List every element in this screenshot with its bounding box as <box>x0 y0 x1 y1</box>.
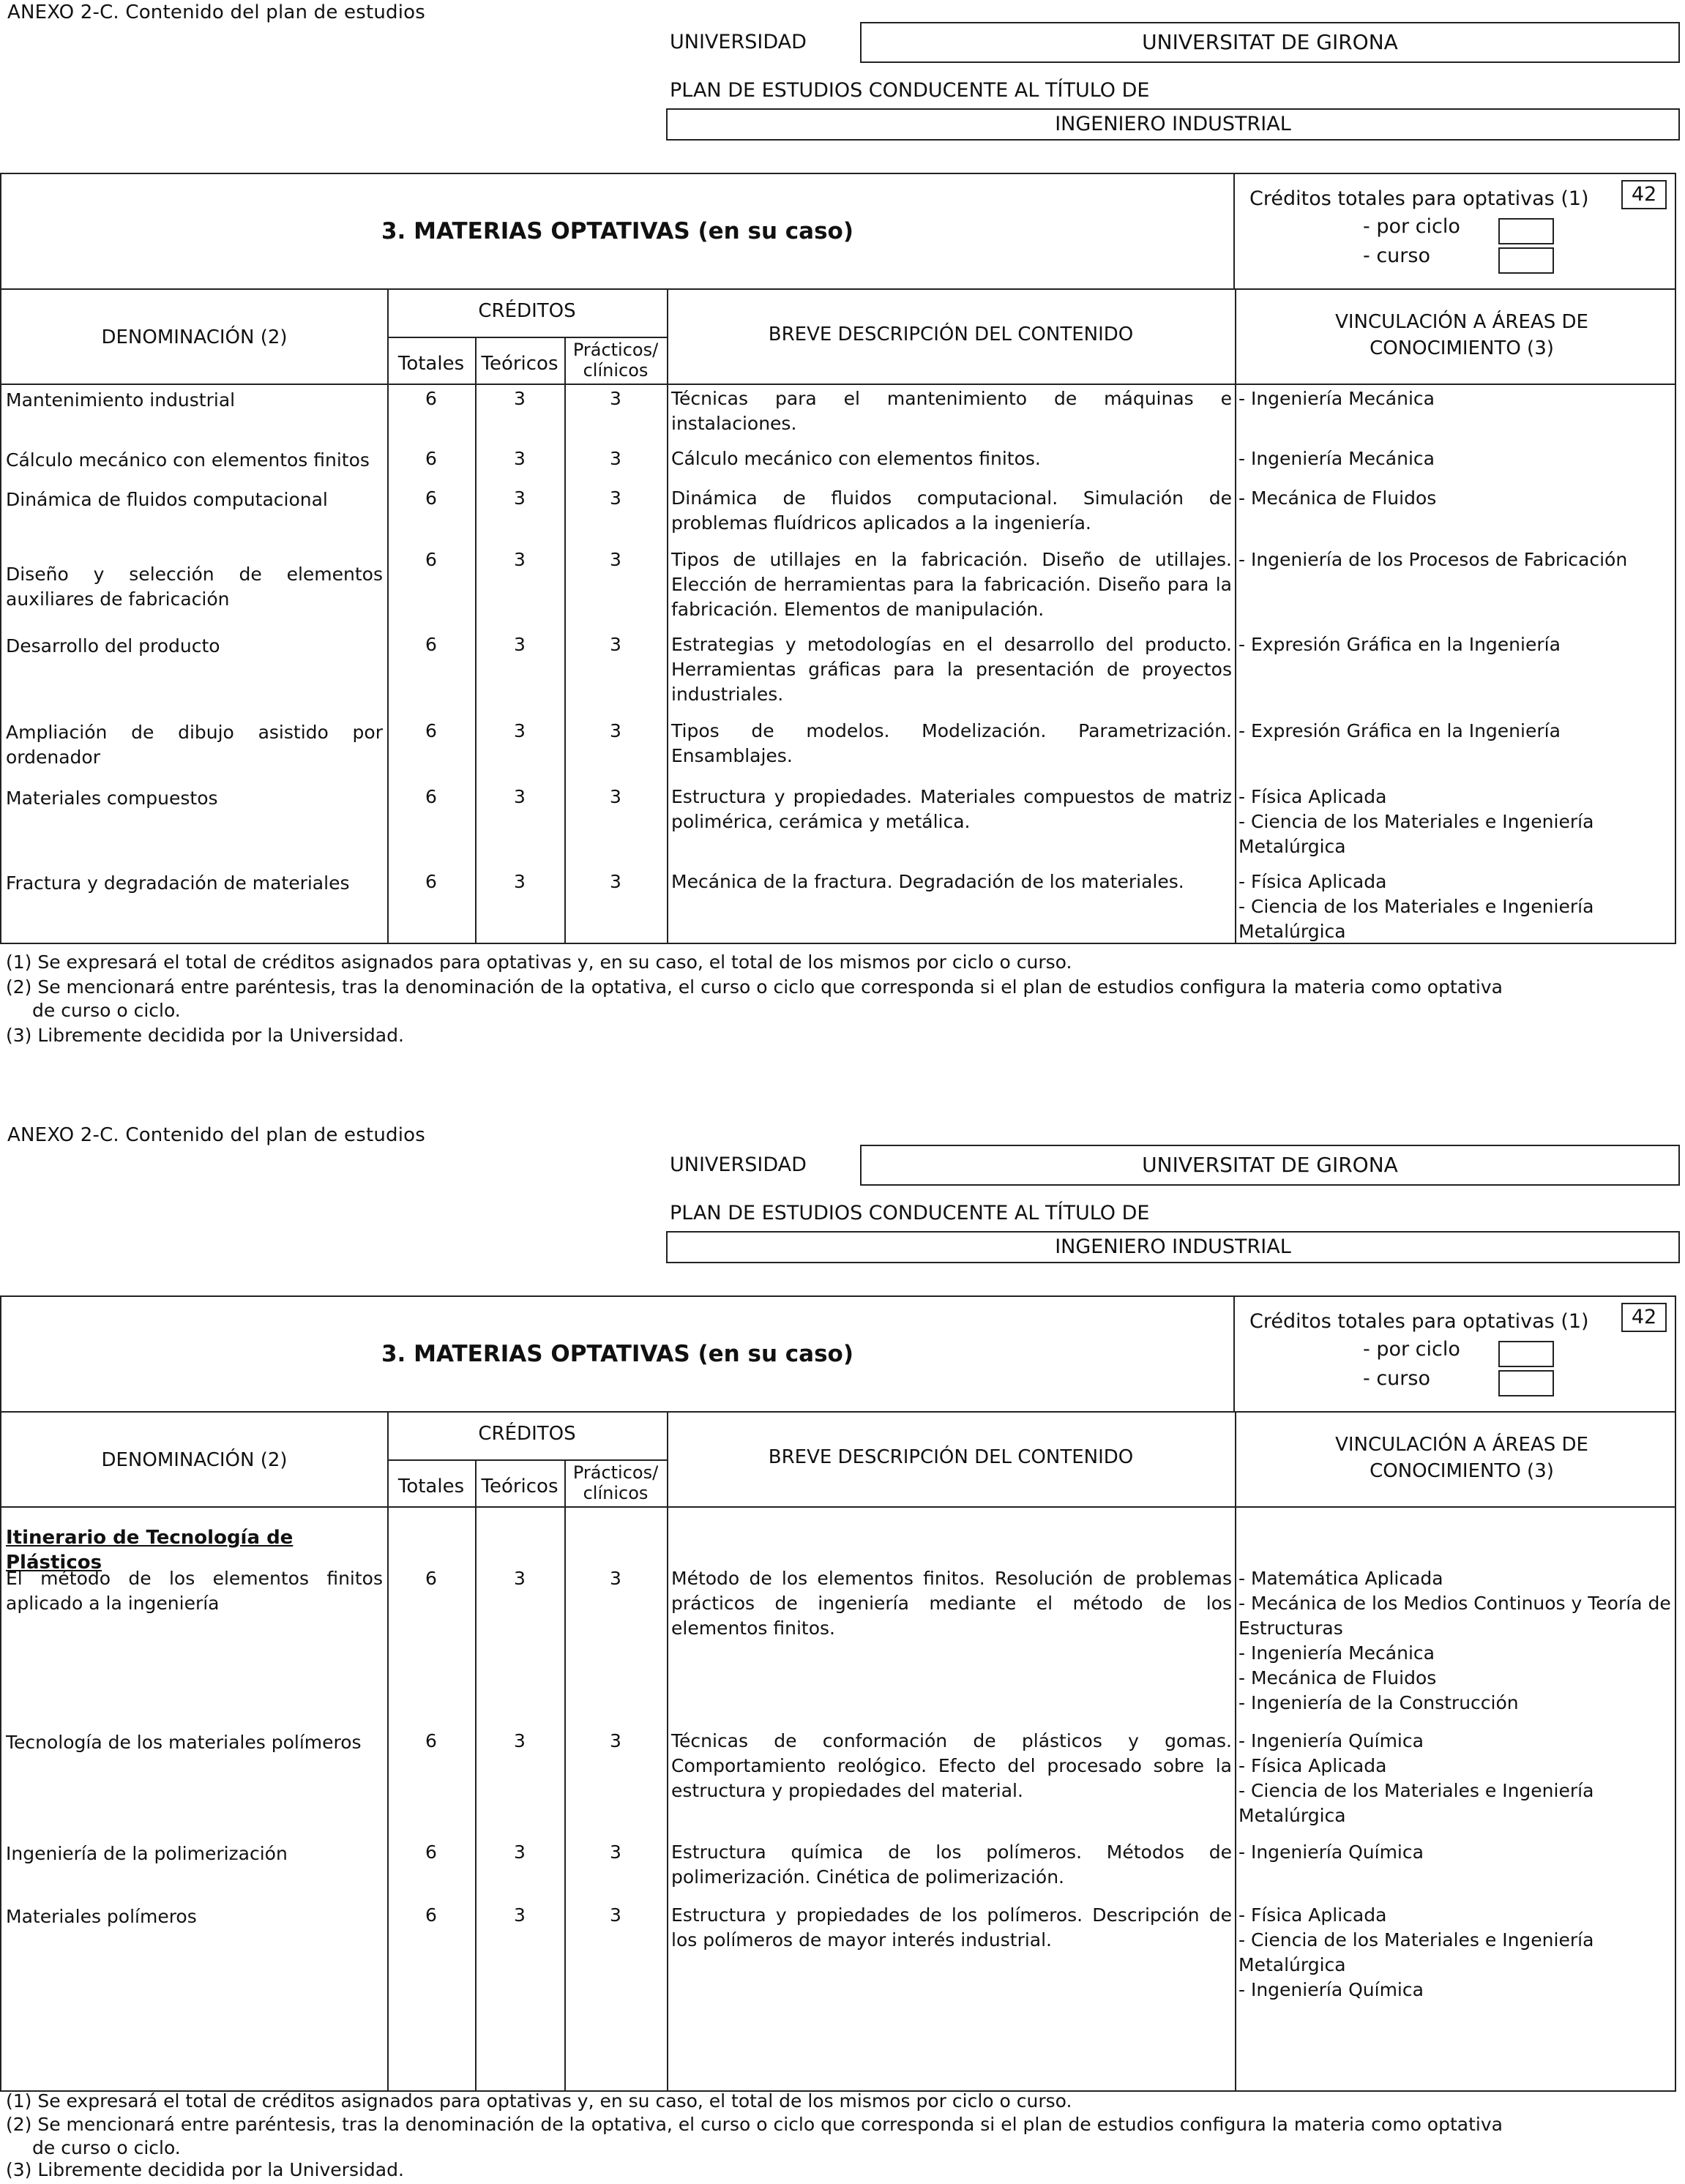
row-areas: - Ingeniería Mecánica <box>1238 388 1435 409</box>
row-practicos: 3 <box>610 549 621 570</box>
plan-label: PLAN DE ESTUDIOS CONDUCENTE AL TÍTULO DE <box>670 79 1150 102</box>
row-descripcion: Estrategias y metodologías en el desarrollo del producto. Herramientas gráficas para la presentación de proyectos industriales. <box>671 634 1232 705</box>
row-totales: 6 <box>425 786 437 807</box>
row-descripcion: Técnicas para el mantenimiento de máquinas e instalaciones. <box>671 388 1232 434</box>
row-name: Fractura y degradación de materiales <box>6 872 350 894</box>
row-areas: - Expresión Gráfica en la Ingeniería <box>1238 720 1561 741</box>
por-ciclo-label: - por ciclo <box>1363 1338 1460 1361</box>
por-ciclo-box <box>1498 1341 1554 1367</box>
row-name: Ingeniería de la polimerización <box>6 1843 288 1864</box>
row-practicos: 3 <box>610 1904 621 1926</box>
row-practicos: 3 <box>610 786 621 807</box>
row-descripcion: Técnicas de conformación de plásticos y gomas. Comportamiento reológico. Efecto del procesado sobre la estructura y propiedades del material. <box>671 1730 1232 1801</box>
row-name: Desarrollo del producto <box>6 635 220 657</box>
header-divider <box>1 288 1675 290</box>
row-areas: - Ingeniería de los Procesos de Fabricación <box>1238 549 1628 570</box>
row-totales: 6 <box>425 1904 437 1926</box>
creditos-totales-label: Créditos totales para optativas (1) <box>1249 187 1589 210</box>
footnote-1: (1) Se expresará el total de créditos asignados para optativas y, en su caso, el total de los mismos por ciclo o curso. <box>6 2090 1072 2112</box>
creditos-totales-label: Créditos totales para optativas (1) <box>1249 1310 1589 1333</box>
row-descripcion: Dinámica de fluidos computacional. Simulación de problemas fluídricos aplicados a la ingeniería. <box>671 487 1232 534</box>
row-teoricos: 3 <box>514 388 526 409</box>
creditos-totales-value: 42 <box>1621 1303 1667 1332</box>
row-teoricos: 3 <box>514 786 526 807</box>
col-totales: Totales <box>397 353 465 375</box>
row-practicos: 3 <box>610 487 621 509</box>
por-ciclo-label: - por ciclo <box>1363 215 1460 238</box>
row-teoricos: 3 <box>514 634 526 655</box>
curso-box <box>1498 1370 1554 1396</box>
universidad-value: UNIVERSITAT DE GIRONA <box>860 1145 1680 1186</box>
creditos-summary <box>1235 174 1675 288</box>
col-denominacion: DENOMINACIÓN (2) <box>101 326 288 348</box>
column-header-divider <box>1 384 1675 385</box>
col-teoricos: Teóricos <box>481 1476 558 1497</box>
row-totales: 6 <box>425 634 437 655</box>
row-teoricos: 3 <box>514 549 526 570</box>
row-practicos: 3 <box>610 1841 621 1863</box>
footnote-2: (2) Se mencionará entre paréntesis, tras la denominación de la optativa, el curso o ciclo que corresponda si el plan de estudios configura la materia como optativa <box>6 2114 1503 2135</box>
row-totales: 6 <box>425 720 437 741</box>
row-name: El método de los elementos finitos aplicado a la ingeniería <box>6 1568 383 1614</box>
itinerario-heading: Itinerario de Tecnología de Plásticos <box>6 1527 294 1574</box>
section-title: 3. MATERIAS OPTATIVAS (en su caso) <box>1 1297 1235 1411</box>
row-name: Diseño y selección de elementos auxiliares de fabricación <box>6 564 383 610</box>
footnote-2-cont: de curso o ciclo. <box>32 2137 181 2158</box>
footnote-2-cont: de curso o ciclo. <box>32 1000 181 1021</box>
row-name: Materiales compuestos <box>6 788 218 809</box>
row-practicos: 3 <box>610 720 621 741</box>
universidad-label: UNIVERSIDAD <box>670 1153 807 1176</box>
row-descripcion: Estructura y propiedades. Materiales compuestos de matriz polimérica, cerámica y metálica. <box>671 786 1232 832</box>
row-totales: 6 <box>425 871 437 892</box>
col-denominacion: DENOMINACIÓN (2) <box>101 1449 288 1471</box>
row-areas: - Matemática Aplicada - Mecánica de los Medios Continuos y Teoría de Estructuras - Ingeniería Mecánica - Mecánica de Fluidos - Ingeniería de la Construcción <box>1238 1568 1671 1713</box>
row-practicos: 3 <box>610 1730 621 1751</box>
footnote-1: (1) Se expresará el total de créditos asignados para optativas y, en su caso, el total de los mismos por ciclo o curso. <box>6 951 1072 973</box>
row-areas: - Expresión Gráfica en la Ingeniería <box>1238 634 1561 655</box>
row-teoricos: 3 <box>514 1841 526 1863</box>
universidad-value: UNIVERSITAT DE GIRONA <box>860 22 1680 63</box>
row-teoricos: 3 <box>514 720 526 741</box>
col-practicos: Prácticos/ clínicos <box>572 340 659 381</box>
row-descripcion: Tipos de modelos. Modelización. Parametrización. Ensamblajes. <box>671 720 1232 766</box>
row-name: Dinámica de fluidos computacional <box>6 489 328 510</box>
footnote-2: (2) Se mencionará entre paréntesis, tras la denominación de la optativa, el curso o ciclo que corresponda si el plan de estudios configura la materia como optativa <box>6 976 1503 998</box>
creditos-summary <box>1235 1297 1675 1411</box>
row-teoricos: 3 <box>514 1904 526 1926</box>
por-ciclo-box <box>1498 218 1554 244</box>
row-descripcion: Estructura y propiedades de los polímeros. Descripción de los polímeros de mayor interés industrial. <box>671 1904 1232 1951</box>
row-name: Ampliación de dibujo asistido por ordenador <box>6 722 383 768</box>
col-practicos: Prácticos/ clínicos <box>572 1462 659 1503</box>
header-divider <box>1 1411 1675 1413</box>
footnote-3: (3) Libremente decidida por la Universidad. <box>6 2159 404 2180</box>
row-totales: 6 <box>425 1730 437 1751</box>
row-practicos: 3 <box>610 448 621 469</box>
row-teoricos: 3 <box>514 1730 526 1751</box>
anexo-heading: ANEXO 2-C. Contenido del plan de estudios <box>7 1124 426 1146</box>
row-teoricos: 3 <box>514 487 526 509</box>
col-vinculacion: VINCULACIÓN A ÁREAS DE CONOCIMIENTO (3) <box>1335 1434 1588 1482</box>
plan-label: PLAN DE ESTUDIOS CONDUCENTE AL TÍTULO DE <box>670 1202 1150 1224</box>
row-totales: 6 <box>425 1841 437 1863</box>
row-areas: - Mecánica de Fluidos <box>1238 487 1437 509</box>
row-teoricos: 3 <box>514 871 526 892</box>
row-name: Materiales polímeros <box>6 1906 197 1927</box>
row-practicos: 3 <box>610 388 621 409</box>
optativas-table <box>0 1295 1676 2092</box>
row-descripcion: Mecánica de la fractura. Degradación de los materiales. <box>671 871 1184 892</box>
row-areas: - Física Aplicada - Ciencia de los Materiales e Ingeniería Metalúrgica <box>1238 871 1594 942</box>
row-practicos: 3 <box>610 871 621 892</box>
row-name: Mantenimiento industrial <box>6 389 236 411</box>
row-name: Cálculo mecánico con elementos finitos <box>6 449 370 471</box>
col-descripcion: BREVE DESCRIPCIÓN DEL CONTENIDO <box>768 324 1134 345</box>
row-totales: 6 <box>425 388 437 409</box>
column-header-divider <box>1 1506 1675 1508</box>
col-creditos: CRÉDITOS <box>478 300 576 322</box>
curso-label: - curso <box>1363 244 1430 267</box>
row-areas: - Ingeniería Química - Física Aplicada - Ciencia de los Materiales e Ingeniería Metalúrgica <box>1238 1730 1594 1826</box>
col-creditos: CRÉDITOS <box>478 1423 576 1445</box>
anexo-heading: ANEXO 2-C. Contenido del plan de estudios <box>7 1 426 23</box>
universidad-label: UNIVERSIDAD <box>670 31 807 53</box>
row-areas: - Física Aplicada - Ciencia de los Materiales e Ingeniería Metalúrgica - Ingeniería Química <box>1238 1904 1594 2000</box>
titulo-value: INGENIERO INDUSTRIAL <box>666 1231 1680 1263</box>
row-name: Tecnología de los materiales polímeros <box>6 1732 362 1753</box>
row-teoricos: 3 <box>514 448 526 469</box>
row-practicos: 3 <box>610 634 621 655</box>
row-areas: - Ingeniería Mecánica <box>1238 448 1435 469</box>
row-totales: 6 <box>425 549 437 570</box>
row-practicos: 3 <box>610 1568 621 1589</box>
row-totales: 6 <box>425 448 437 469</box>
col-teoricos: Teóricos <box>481 353 558 375</box>
curso-box <box>1498 247 1554 274</box>
creditos-totales-value: 42 <box>1621 180 1667 209</box>
row-descripcion: Método de los elementos finitos. Resolución de problemas prácticos de ingeniería mediante el método de los elementos finitos. <box>671 1568 1232 1639</box>
col-vinculacion: VINCULACIÓN A ÁREAS DE CONOCIMIENTO (3) <box>1335 311 1588 359</box>
row-totales: 6 <box>425 1568 437 1589</box>
row-teoricos: 3 <box>514 1568 526 1589</box>
titulo-value: INGENIERO INDUSTRIAL <box>666 108 1680 141</box>
col-totales: Totales <box>397 1476 465 1497</box>
section-title: 3. MATERIAS OPTATIVAS (en su caso) <box>1 174 1235 288</box>
row-totales: 6 <box>425 487 437 509</box>
col-descripcion: BREVE DESCRIPCIÓN DEL CONTENIDO <box>768 1446 1134 1468</box>
footnote-3: (3) Libremente decidida por la Universidad. <box>6 1025 404 1046</box>
row-descripcion: Estructura química de los polímeros. Métodos de polimerización. Cinética de polimerización. <box>671 1841 1232 1888</box>
row-descripcion: Cálculo mecánico con elementos finitos. <box>671 448 1041 469</box>
row-areas: - Ingeniería Química <box>1238 1841 1424 1863</box>
curso-label: - curso <box>1363 1367 1430 1390</box>
row-descripcion: Tipos de utillajes en la fabricación. Diseño de utillajes. Elección de herramientas para la fabricación. Diseño para la fabricación. Elementos de manipulación. <box>671 549 1232 620</box>
row-areas: - Física Aplicada - Ciencia de los Materiales e Ingeniería Metalúrgica <box>1238 786 1594 857</box>
optativas-table <box>0 173 1676 944</box>
